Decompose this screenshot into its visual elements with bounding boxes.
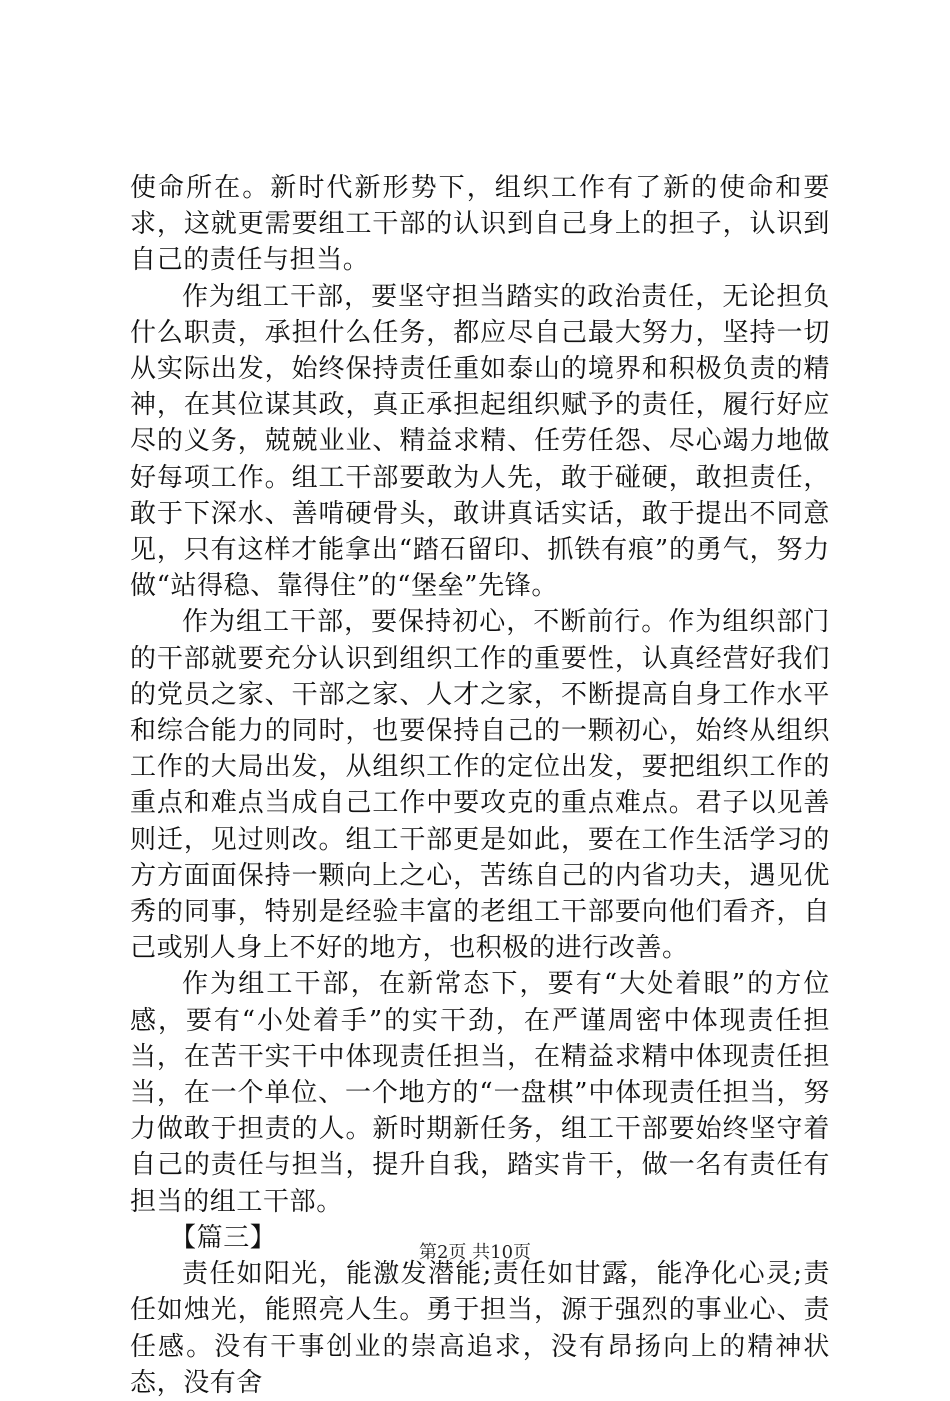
section-heading: 【篇三】 xyxy=(170,1222,277,1253)
paragraph-political-responsibility: 作为组工干部，要坚守担当踏实的政治责任，无论担负什么职责，承担什么任务，都应尽自己最大努力，坚持一切从实际出发，始终保持责任重如泰山的境界和积极负责的精神，在其位谋其政，真正承担起组织赋予的责任，履行好应尽的义务，兢兢业业、精益求精、任劳任怨、尽心竭力地做好每项工作。组工干部要敢为人先，敢于碰硬，敢担责任，敢于下深水、善啃硬骨头，敢讲真话实话，敢于提出不同意见，只有这样才能拿出“踏石留印、抓铁有痕”的勇气，努力做“站得稳、靠得住”的“堡垒”先锋。 xyxy=(130,281,830,602)
paragraph-original-aspiration: 作为组工干部，要保持初心，不断前行。作为组织部门的干部就要充分认识到组织工作的重要性，认真经营好我们的党员之家、干部之家、人才之家，不断提高自身工作水平和综合能力的同时，也要保持自己的一颗初心，始终从组织工作的大局出发，从组织工作的定位出发，要把组织工作的重点和难点当成自己工作中要攻克的重点难点。君子以见善则迁，见过则改。组工干部更是如此，要在工作生活学习的方方面面保持一颗向上之心，苦练自己的内省功夫，遇见优秀的同事，特别是经验丰富的老组工干部要向他们看齐，自己或别人身上不好的地方，也积极的进行改善。 xyxy=(130,607,830,964)
paragraph-continued: 使命所在。新时代新形势下，组织工作有了新的使命和要求，这就更需要组工干部的认识到自己身上的担子，认识到自己的责任与担当。 xyxy=(130,173,830,276)
page-number-footer: 第2页 共10页 xyxy=(418,1242,532,1263)
document-body xyxy=(130,170,830,1401)
paragraph-section-three: 责任如阳光，能激发潜能;责任如甘露，能净化心灵;责任如烛光，能照亮人生。勇于担当，源于强烈的事业心、责任感。没有干事创业的崇高追求，没有昂扬向上的精神状态，没有舍 xyxy=(130,1259,830,1398)
paragraph-new-normal: 作为组工干部，在新常态下，要有“大处着眼”的方位感，要有“小处着手”的实干劲，在严谨周密中体现责任担当，在苦干实干中体现责任担当，在精益求精中体现责任担当，在一个单位、一个地方的“一盘棋”中体现责任担当，努力做敢于担责的人。新时期新任务，组工干部要始终坚守着自己的责任与担当，提升自我，踏实肯干，做一名有责任有担当的组工干部。 xyxy=(130,969,830,1217)
